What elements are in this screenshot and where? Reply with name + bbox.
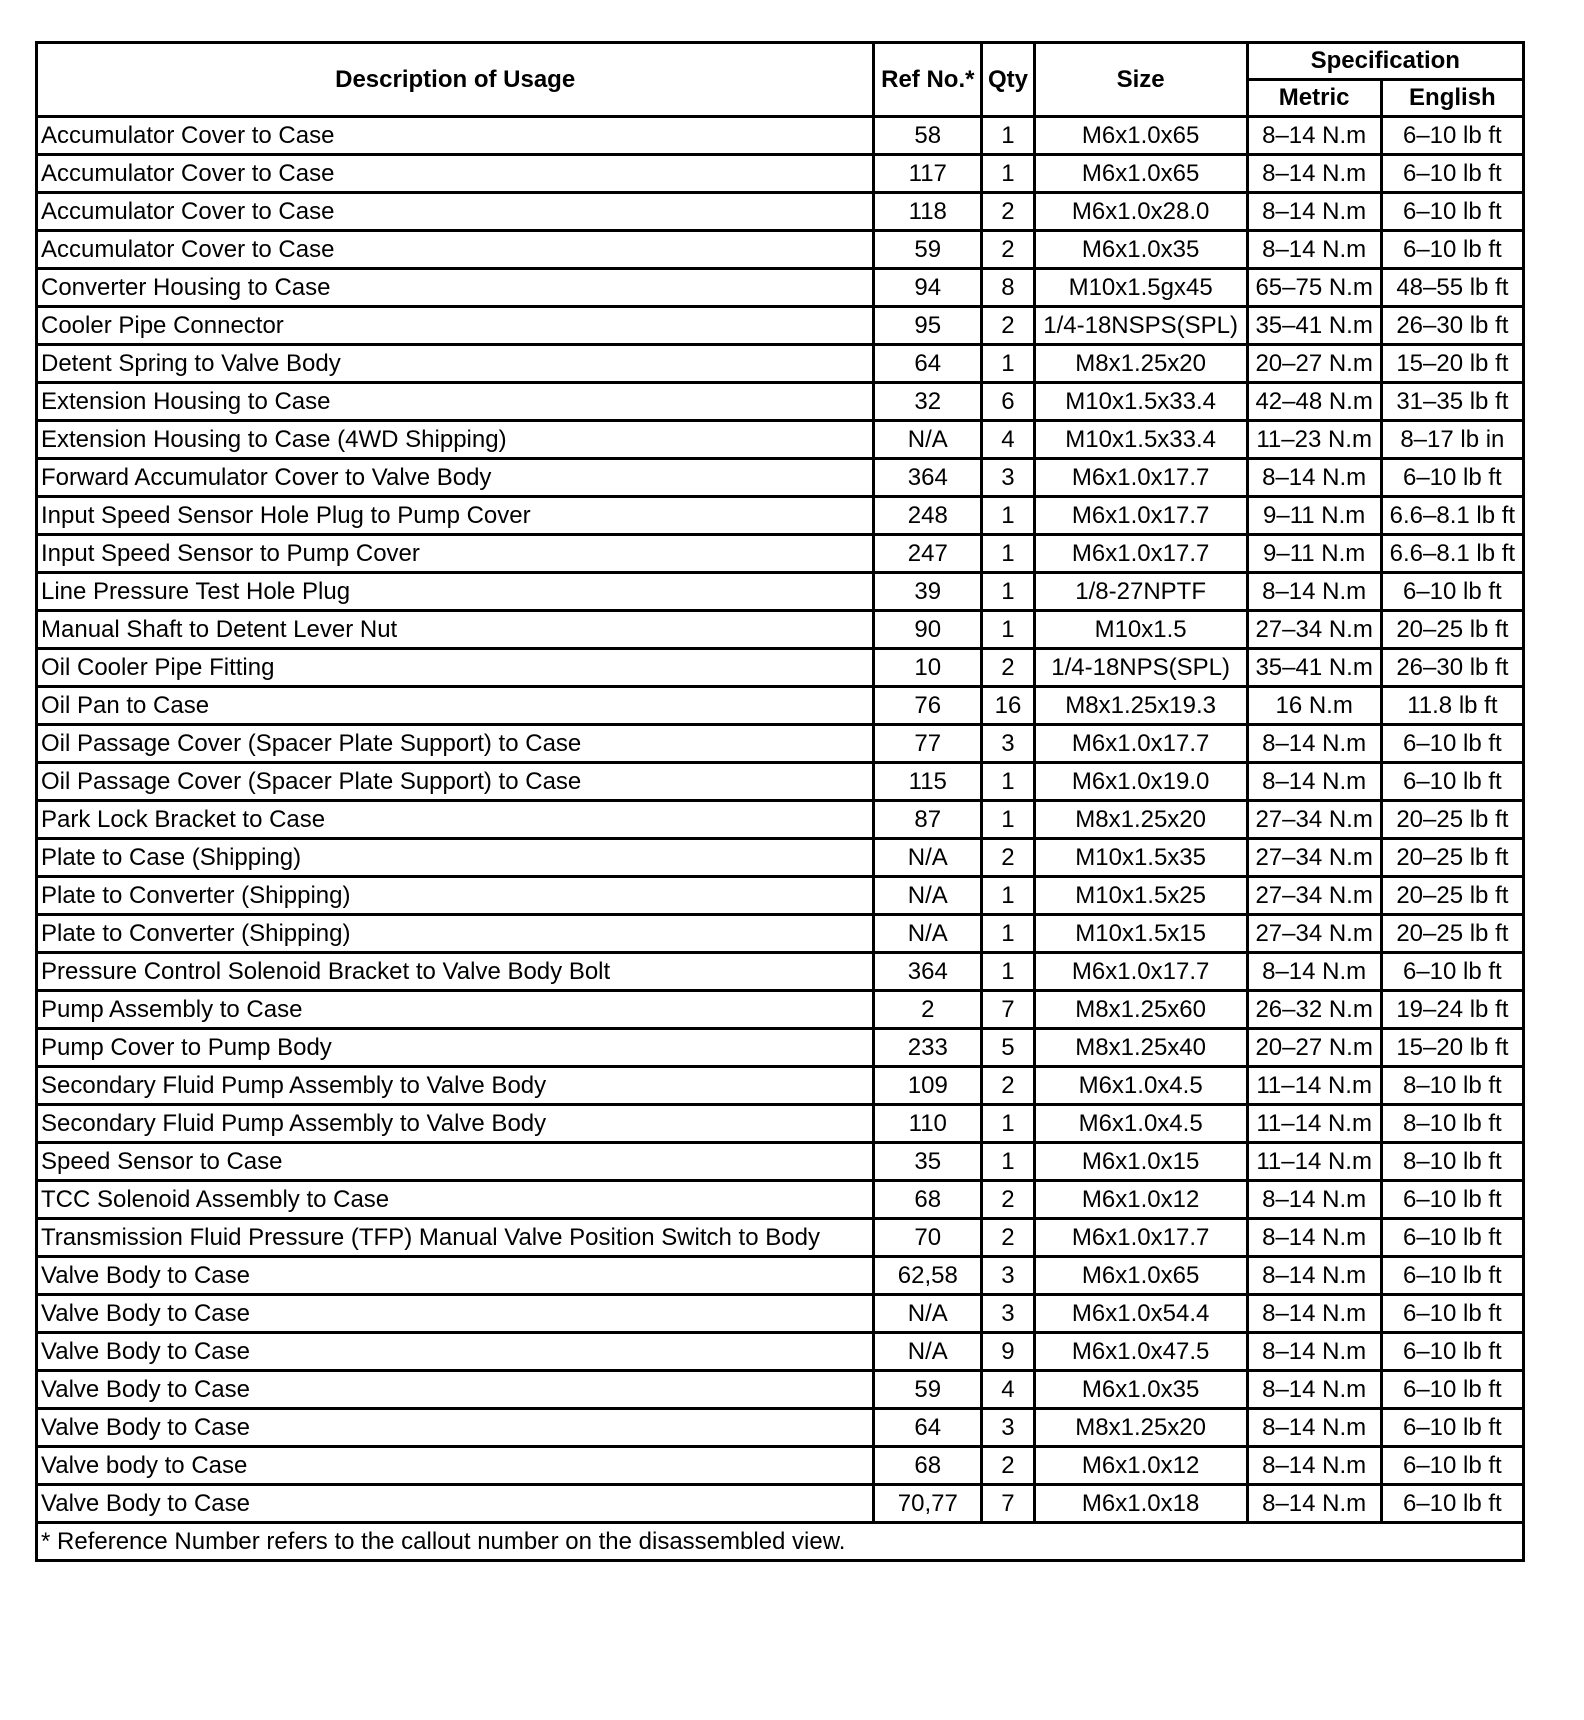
- cell-ref-no: 68: [874, 1447, 982, 1485]
- cell-qty: 3: [982, 725, 1034, 763]
- cell-size: M8x1.25x20: [1034, 801, 1247, 839]
- cell-size: 1/4-18NSPS(SPL): [1034, 307, 1247, 345]
- table-row: [37, 1371, 1524, 1409]
- cell-qty: 6: [982, 383, 1034, 421]
- table-row: [37, 497, 1524, 535]
- cell-ref-no: 95: [874, 307, 982, 345]
- cell-metric: 42–48 N.m: [1247, 383, 1381, 421]
- cell-ref-no: 35: [874, 1143, 982, 1181]
- cell-english: 8–10 lb ft: [1381, 1143, 1523, 1181]
- cell-size: M10x1.5gx45: [1034, 269, 1247, 307]
- cell-description: Extension Housing to Case (4WD Shipping): [37, 421, 874, 459]
- cell-metric: 8–14 N.m: [1247, 155, 1381, 193]
- table-row: [37, 1219, 1524, 1257]
- cell-qty: 7: [982, 991, 1034, 1029]
- table-row: [37, 611, 1524, 649]
- cell-english: 6.6–8.1 lb ft: [1381, 535, 1523, 573]
- cell-ref-no: 90: [874, 611, 982, 649]
- cell-qty: 2: [982, 1067, 1034, 1105]
- cell-ref-no: N/A: [874, 421, 982, 459]
- cell-ref-no: 70: [874, 1219, 982, 1257]
- cell-ref-no: 39: [874, 573, 982, 611]
- cell-size: M10x1.5x33.4: [1034, 421, 1247, 459]
- cell-qty: 1: [982, 801, 1034, 839]
- cell-english: 6–10 lb ft: [1381, 725, 1523, 763]
- cell-metric: 8–14 N.m: [1247, 117, 1381, 155]
- cell-english: 6–10 lb ft: [1381, 1409, 1523, 1447]
- cell-size: M6x1.0x35: [1034, 231, 1247, 269]
- cell-qty: 2: [982, 231, 1034, 269]
- cell-qty: 1: [982, 1143, 1034, 1181]
- cell-qty: 4: [982, 421, 1034, 459]
- cell-description: Input Speed Sensor Hole Plug to Pump Cover: [37, 497, 874, 535]
- table-row: [37, 383, 1524, 421]
- cell-description: Extension Housing to Case: [37, 383, 874, 421]
- cell-description: Valve Body to Case: [37, 1409, 874, 1447]
- cell-metric: 8–14 N.m: [1247, 1181, 1381, 1219]
- table-row: [37, 1409, 1524, 1447]
- cell-metric: 8–14 N.m: [1247, 231, 1381, 269]
- cell-size: M10x1.5x15: [1034, 915, 1247, 953]
- cell-english: 6–10 lb ft: [1381, 1371, 1523, 1409]
- cell-qty: 2: [982, 1447, 1034, 1485]
- cell-size: M6x1.0x12: [1034, 1181, 1247, 1219]
- cell-english: 6.6–8.1 lb ft: [1381, 497, 1523, 535]
- cell-ref-no: 87: [874, 801, 982, 839]
- cell-english: 8–10 lb ft: [1381, 1067, 1523, 1105]
- cell-english: 26–30 lb ft: [1381, 307, 1523, 345]
- table-row: [37, 269, 1524, 307]
- table-row: [37, 459, 1524, 497]
- cell-size: M6x1.0x18: [1034, 1485, 1247, 1523]
- cell-ref-no: 364: [874, 953, 982, 991]
- cell-description: Valve Body to Case: [37, 1485, 874, 1523]
- header-ref-no: Ref No.*: [874, 43, 982, 117]
- cell-metric: 8–14 N.m: [1247, 1447, 1381, 1485]
- cell-size: M6x1.0x65: [1034, 155, 1247, 193]
- cell-ref-no: N/A: [874, 1333, 982, 1371]
- cell-ref-no: 68: [874, 1181, 982, 1219]
- cell-english: 20–25 lb ft: [1381, 877, 1523, 915]
- cell-description: Accumulator Cover to Case: [37, 155, 874, 193]
- cell-size: M10x1.5: [1034, 611, 1247, 649]
- cell-size: M8x1.25x40: [1034, 1029, 1247, 1067]
- cell-qty: 3: [982, 1409, 1034, 1447]
- cell-description: Plate to Converter (Shipping): [37, 915, 874, 953]
- cell-qty: 4: [982, 1371, 1034, 1409]
- table-row: [37, 1105, 1524, 1143]
- cell-ref-no: 110: [874, 1105, 982, 1143]
- cell-metric: 16 N.m: [1247, 687, 1381, 725]
- cell-size: M6x1.0x47.5: [1034, 1333, 1247, 1371]
- cell-ref-no: 109: [874, 1067, 982, 1105]
- cell-size: M6x1.0x28.0: [1034, 193, 1247, 231]
- cell-size: M10x1.5x35: [1034, 839, 1247, 877]
- cell-description: Valve body to Case: [37, 1447, 874, 1485]
- cell-qty: 1: [982, 535, 1034, 573]
- cell-description: Detent Spring to Valve Body: [37, 345, 874, 383]
- cell-qty: 8: [982, 269, 1034, 307]
- cell-ref-no: 64: [874, 1409, 982, 1447]
- cell-english: 20–25 lb ft: [1381, 801, 1523, 839]
- cell-ref-no: 364: [874, 459, 982, 497]
- cell-ref-no: 64: [874, 345, 982, 383]
- cell-qty: 2: [982, 193, 1034, 231]
- cell-description: Valve Body to Case: [37, 1257, 874, 1295]
- cell-english: 6–10 lb ft: [1381, 117, 1523, 155]
- cell-description: Forward Accumulator Cover to Valve Body: [37, 459, 874, 497]
- cell-ref-no: 76: [874, 687, 982, 725]
- cell-description: Secondary Fluid Pump Assembly to Valve Body: [37, 1067, 874, 1105]
- table-row: [37, 877, 1524, 915]
- header-english: English: [1381, 80, 1523, 117]
- table-header: [37, 43, 1524, 117]
- table-row: [37, 839, 1524, 877]
- cell-size: M6x1.0x54.4: [1034, 1295, 1247, 1333]
- table-row: [37, 421, 1524, 459]
- cell-ref-no: 2: [874, 991, 982, 1029]
- table-row: [37, 1333, 1524, 1371]
- cell-description: Plate to Case (Shipping): [37, 839, 874, 877]
- cell-ref-no: 94: [874, 269, 982, 307]
- cell-english: 19–24 lb ft: [1381, 991, 1523, 1029]
- cell-metric: 35–41 N.m: [1247, 649, 1381, 687]
- cell-metric: 9–11 N.m: [1247, 535, 1381, 573]
- cell-description: Valve Body to Case: [37, 1295, 874, 1333]
- cell-english: 6–10 lb ft: [1381, 459, 1523, 497]
- table-row: [37, 953, 1524, 991]
- cell-ref-no: 58: [874, 117, 982, 155]
- header-specification: Specification: [1247, 43, 1523, 80]
- cell-metric: 11–14 N.m: [1247, 1067, 1381, 1105]
- footnote: * Reference Number refers to the callout number on the disassembled view.: [37, 1523, 1524, 1561]
- table-row: [37, 345, 1524, 383]
- cell-english: 20–25 lb ft: [1381, 611, 1523, 649]
- cell-qty: 1: [982, 953, 1034, 991]
- header-size: Size: [1034, 43, 1247, 117]
- cell-english: 15–20 lb ft: [1381, 345, 1523, 383]
- cell-description: Manual Shaft to Detent Lever Nut: [37, 611, 874, 649]
- cell-metric: 11–23 N.m: [1247, 421, 1381, 459]
- cell-metric: 8–14 N.m: [1247, 1485, 1381, 1523]
- cell-english: 31–35 lb ft: [1381, 383, 1523, 421]
- cell-description: Cooler Pipe Connector: [37, 307, 874, 345]
- cell-qty: 7: [982, 1485, 1034, 1523]
- header-description: Description of Usage: [37, 43, 874, 117]
- cell-ref-no: 233: [874, 1029, 982, 1067]
- cell-ref-no: N/A: [874, 839, 982, 877]
- cell-size: M6x1.0x35: [1034, 1371, 1247, 1409]
- table-row: [37, 801, 1524, 839]
- footnote-row: [37, 1523, 1524, 1561]
- cell-english: 8–17 lb in: [1381, 421, 1523, 459]
- cell-english: 6–10 lb ft: [1381, 1485, 1523, 1523]
- cell-ref-no: 247: [874, 535, 982, 573]
- cell-qty: 3: [982, 1257, 1034, 1295]
- cell-metric: 8–14 N.m: [1247, 953, 1381, 991]
- cell-description: Oil Cooler Pipe Fitting: [37, 649, 874, 687]
- table-row: [37, 573, 1524, 611]
- cell-qty: 1: [982, 877, 1034, 915]
- table-row: [37, 725, 1524, 763]
- table-row: [37, 991, 1524, 1029]
- table-row: [37, 117, 1524, 155]
- cell-description: Valve Body to Case: [37, 1333, 874, 1371]
- table-row: [37, 1029, 1524, 1067]
- cell-english: 11.8 lb ft: [1381, 687, 1523, 725]
- cell-size: M6x1.0x65: [1034, 1257, 1247, 1295]
- cell-size: M6x1.0x17.7: [1034, 535, 1247, 573]
- cell-metric: 8–14 N.m: [1247, 1257, 1381, 1295]
- cell-metric: 27–34 N.m: [1247, 915, 1381, 953]
- cell-qty: 5: [982, 1029, 1034, 1067]
- table-row: [37, 535, 1524, 573]
- table-row: [37, 1295, 1524, 1333]
- cell-metric: 26–32 N.m: [1247, 991, 1381, 1029]
- cell-metric: 11–14 N.m: [1247, 1105, 1381, 1143]
- cell-qty: 2: [982, 649, 1034, 687]
- cell-description: TCC Solenoid Assembly to Case: [37, 1181, 874, 1219]
- cell-description: Accumulator Cover to Case: [37, 193, 874, 231]
- cell-size: 1/8-27NPTF: [1034, 573, 1247, 611]
- cell-metric: 8–14 N.m: [1247, 459, 1381, 497]
- cell-english: 20–25 lb ft: [1381, 915, 1523, 953]
- cell-english: 6–10 lb ft: [1381, 1181, 1523, 1219]
- cell-ref-no: 59: [874, 1371, 982, 1409]
- table-row: [37, 1447, 1524, 1485]
- cell-size: M6x1.0x19.0: [1034, 763, 1247, 801]
- cell-metric: 27–34 N.m: [1247, 877, 1381, 915]
- cell-description: Transmission Fluid Pressure (TFP) Manual Valve Position Switch to Body: [37, 1219, 874, 1257]
- cell-size: M6x1.0x65: [1034, 117, 1247, 155]
- table-row: [37, 687, 1524, 725]
- cell-english: 6–10 lb ft: [1381, 1257, 1523, 1295]
- cell-qty: 1: [982, 345, 1034, 383]
- cell-description: Oil Passage Cover (Spacer Plate Support) to Case: [37, 763, 874, 801]
- cell-size: M6x1.0x17.7: [1034, 497, 1247, 535]
- table-row: [37, 649, 1524, 687]
- cell-metric: 8–14 N.m: [1247, 763, 1381, 801]
- cell-size: M10x1.5x33.4: [1034, 383, 1247, 421]
- cell-qty: 1: [982, 611, 1034, 649]
- table-row: [37, 1257, 1524, 1295]
- cell-metric: 8–14 N.m: [1247, 573, 1381, 611]
- cell-description: Oil Passage Cover (Spacer Plate Support) to Case: [37, 725, 874, 763]
- cell-qty: 2: [982, 1181, 1034, 1219]
- cell-metric: 8–14 N.m: [1247, 1371, 1381, 1409]
- table-row: [37, 915, 1524, 953]
- cell-qty: 1: [982, 155, 1034, 193]
- cell-description: Valve Body to Case: [37, 1371, 874, 1409]
- cell-ref-no: 59: [874, 231, 982, 269]
- cell-metric: 8–14 N.m: [1247, 1295, 1381, 1333]
- cell-ref-no: 248: [874, 497, 982, 535]
- cell-size: M10x1.5x25: [1034, 877, 1247, 915]
- cell-qty: 1: [982, 497, 1034, 535]
- cell-metric: 35–41 N.m: [1247, 307, 1381, 345]
- cell-size: M6x1.0x17.7: [1034, 459, 1247, 497]
- cell-size: M6x1.0x15: [1034, 1143, 1247, 1181]
- cell-description: Speed Sensor to Case: [37, 1143, 874, 1181]
- cell-metric: 8–14 N.m: [1247, 1219, 1381, 1257]
- table-row: [37, 1485, 1524, 1523]
- cell-description: Pressure Control Solenoid Bracket to Valve Body Bolt: [37, 953, 874, 991]
- cell-english: 6–10 lb ft: [1381, 1295, 1523, 1333]
- cell-english: 6–10 lb ft: [1381, 573, 1523, 611]
- cell-metric: 8–14 N.m: [1247, 1333, 1381, 1371]
- cell-description: Accumulator Cover to Case: [37, 117, 874, 155]
- cell-ref-no: 10: [874, 649, 982, 687]
- cell-metric: 65–75 N.m: [1247, 269, 1381, 307]
- cell-metric: 8–14 N.m: [1247, 1409, 1381, 1447]
- cell-ref-no: N/A: [874, 877, 982, 915]
- cell-english: 6–10 lb ft: [1381, 193, 1523, 231]
- cell-qty: 2: [982, 839, 1034, 877]
- header-metric: Metric: [1247, 80, 1381, 117]
- cell-ref-no: 70,77: [874, 1485, 982, 1523]
- cell-metric: 27–34 N.m: [1247, 839, 1381, 877]
- cell-english: 26–30 lb ft: [1381, 649, 1523, 687]
- cell-ref-no: 77: [874, 725, 982, 763]
- cell-size: M6x1.0x17.7: [1034, 725, 1247, 763]
- cell-qty: 3: [982, 1295, 1034, 1333]
- cell-metric: 27–34 N.m: [1247, 801, 1381, 839]
- table-row: [37, 1143, 1524, 1181]
- cell-metric: 8–14 N.m: [1247, 725, 1381, 763]
- table-row: [37, 193, 1524, 231]
- cell-qty: 9: [982, 1333, 1034, 1371]
- cell-size: M6x1.0x4.5: [1034, 1067, 1247, 1105]
- cell-metric: 11–14 N.m: [1247, 1143, 1381, 1181]
- cell-ref-no: 118: [874, 193, 982, 231]
- table-row: [37, 763, 1524, 801]
- cell-size: M6x1.0x17.7: [1034, 1219, 1247, 1257]
- cell-english: 20–25 lb ft: [1381, 839, 1523, 877]
- cell-ref-no: N/A: [874, 1295, 982, 1333]
- cell-ref-no: 62,58: [874, 1257, 982, 1295]
- cell-description: Pump Cover to Pump Body: [37, 1029, 874, 1067]
- table-body: [37, 117, 1524, 1523]
- cell-english: 6–10 lb ft: [1381, 1447, 1523, 1485]
- table-row: [37, 231, 1524, 269]
- cell-qty: 1: [982, 573, 1034, 611]
- cell-english: 48–55 lb ft: [1381, 269, 1523, 307]
- cell-qty: 1: [982, 763, 1034, 801]
- cell-english: 6–10 lb ft: [1381, 231, 1523, 269]
- cell-qty: 1: [982, 117, 1034, 155]
- cell-english: 6–10 lb ft: [1381, 1333, 1523, 1371]
- cell-metric: 20–27 N.m: [1247, 1029, 1381, 1067]
- cell-description: Plate to Converter (Shipping): [37, 877, 874, 915]
- cell-english: 15–20 lb ft: [1381, 1029, 1523, 1067]
- cell-english: 6–10 lb ft: [1381, 953, 1523, 991]
- cell-english: 6–10 lb ft: [1381, 155, 1523, 193]
- torque-spec-table: [35, 41, 1525, 1562]
- cell-qty: 16: [982, 687, 1034, 725]
- cell-description: Converter Housing to Case: [37, 269, 874, 307]
- table-row: [37, 155, 1524, 193]
- cell-size: 1/4-18NPS(SPL): [1034, 649, 1247, 687]
- cell-size: M6x1.0x4.5: [1034, 1105, 1247, 1143]
- cell-ref-no: 115: [874, 763, 982, 801]
- cell-ref-no: N/A: [874, 915, 982, 953]
- cell-qty: 2: [982, 307, 1034, 345]
- cell-ref-no: 117: [874, 155, 982, 193]
- cell-size: M8x1.25x20: [1034, 345, 1247, 383]
- cell-english: 6–10 lb ft: [1381, 763, 1523, 801]
- table-row: [37, 307, 1524, 345]
- cell-size: M6x1.0x12: [1034, 1447, 1247, 1485]
- cell-size: M8x1.25x60: [1034, 991, 1247, 1029]
- cell-size: M6x1.0x17.7: [1034, 953, 1247, 991]
- cell-description: Input Speed Sensor to Pump Cover: [37, 535, 874, 573]
- cell-description: Accumulator Cover to Case: [37, 231, 874, 269]
- cell-description: Park Lock Bracket to Case: [37, 801, 874, 839]
- cell-metric: 27–34 N.m: [1247, 611, 1381, 649]
- cell-metric: 8–14 N.m: [1247, 193, 1381, 231]
- cell-size: M8x1.25x20: [1034, 1409, 1247, 1447]
- cell-ref-no: 32: [874, 383, 982, 421]
- cell-qty: 3: [982, 459, 1034, 497]
- cell-english: 6–10 lb ft: [1381, 1219, 1523, 1257]
- cell-qty: 1: [982, 915, 1034, 953]
- cell-english: 8–10 lb ft: [1381, 1105, 1523, 1143]
- header-qty: Qty: [982, 43, 1034, 117]
- cell-qty: 1: [982, 1105, 1034, 1143]
- cell-description: Pump Assembly to Case: [37, 991, 874, 1029]
- cell-description: Secondary Fluid Pump Assembly to Valve Body: [37, 1105, 874, 1143]
- cell-size: M8x1.25x19.3: [1034, 687, 1247, 725]
- cell-qty: 2: [982, 1219, 1034, 1257]
- cell-metric: 20–27 N.m: [1247, 345, 1381, 383]
- cell-description: Oil Pan to Case: [37, 687, 874, 725]
- cell-metric: 9–11 N.m: [1247, 497, 1381, 535]
- table-row: [37, 1181, 1524, 1219]
- cell-description: Line Pressure Test Hole Plug: [37, 573, 874, 611]
- table-row: [37, 1067, 1524, 1105]
